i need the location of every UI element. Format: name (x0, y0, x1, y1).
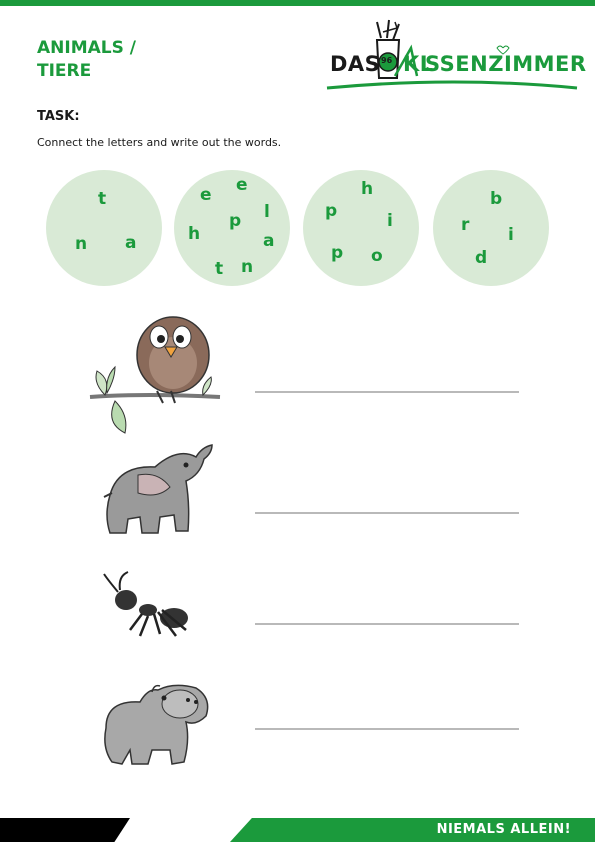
top-accent-bar (0, 0, 595, 6)
letter-circle-2 (174, 170, 290, 286)
task-label: TASK: (37, 109, 80, 124)
letter: r (461, 215, 470, 235)
answer-line-ant[interactable] (255, 623, 519, 625)
logo-text-ssenzimmer: SSENZIMMER (425, 52, 587, 76)
letter: a (263, 231, 275, 251)
letter: p (331, 243, 344, 263)
page-title (37, 37, 136, 83)
letter: e (200, 185, 212, 205)
logo-text-kl: KL (403, 52, 434, 76)
letter: p (229, 211, 242, 231)
letter: h (361, 179, 374, 199)
logo-badge: 96 (381, 56, 393, 65)
letter: t (215, 259, 224, 279)
letter-circle-4 (433, 170, 549, 286)
letter: h (188, 224, 201, 244)
footer-slogan: NIEMALS ALLEIN! (436, 822, 571, 837)
answer-line-elephant[interactable] (255, 512, 519, 514)
footer-black-bar (0, 818, 130, 842)
bird-icon (85, 305, 225, 440)
letter: i (387, 211, 393, 231)
answer-line-hippo[interactable] (255, 728, 519, 730)
letter: i (508, 225, 514, 245)
answer-line-bird[interactable] (255, 391, 519, 393)
task-instruction: Connect the letters and write out the words. (37, 136, 282, 149)
klassenzimmer-logo (325, 18, 587, 94)
letter: n (75, 234, 88, 254)
title-line-1: ANIMALS / (37, 38, 136, 58)
letter: a (125, 233, 137, 253)
letter: p (325, 201, 338, 221)
letter: t (98, 189, 107, 209)
letter: o (371, 246, 383, 266)
letter: b (490, 189, 503, 209)
hippo-icon (100, 678, 215, 770)
elephant-icon (100, 435, 220, 540)
letter: e (236, 175, 248, 195)
letter: l (264, 202, 270, 222)
letter: d (475, 248, 488, 268)
ant-icon (100, 568, 195, 643)
letter: n (241, 257, 254, 277)
title-line-2: TIERE (37, 61, 92, 81)
letter-circle-1 (46, 170, 162, 286)
letter-circle-3 (303, 170, 419, 286)
logo-text-das: DAS (330, 52, 381, 76)
